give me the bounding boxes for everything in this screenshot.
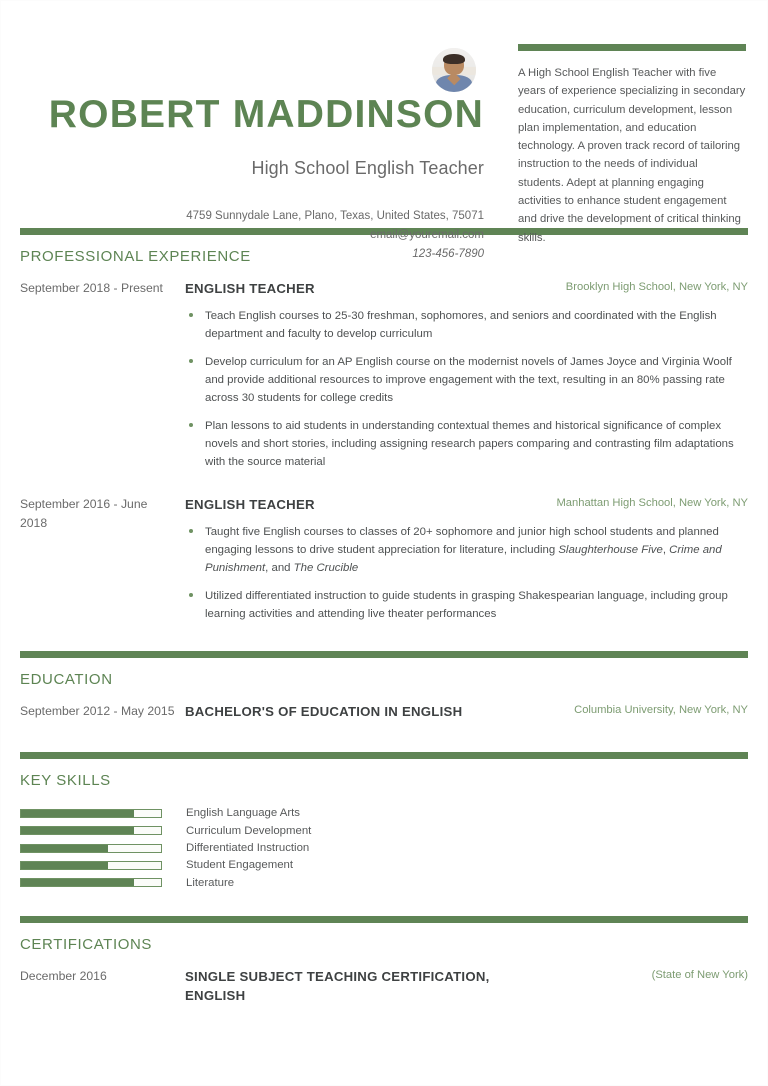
entry-certification-title: SINGLE SUBJECT TEACHING CERTIFICATION, ENGLISH: [185, 968, 490, 1004]
entry-issuer: (State of New York): [651, 968, 748, 981]
header-job-title: High School English Teacher: [251, 158, 484, 178]
avatar-hair: [443, 54, 464, 65]
section-title-education: EDUCATION: [20, 670, 113, 688]
contact-email[interactable]: email@youremail.com: [370, 228, 484, 241]
list-item: Taught five English courses to classes of 20+ sophomore and junior high school students and planned engaging lessons to drive student appreciation for literature, including Slaughterhouse Five, Crime and Punishment, and The Crucible: [185, 523, 748, 577]
entry-dates: September 2018 - Present: [20, 281, 163, 295]
header-identity-block: [20, 0, 490, 264]
avatar: [432, 48, 476, 92]
entry-header-row: [185, 967, 748, 1007]
skill-level-bar: [20, 861, 162, 870]
profile-photo-icon: [432, 48, 476, 92]
contact-block: [20, 179, 484, 264]
entry-body: [185, 702, 748, 722]
experience-entry: [20, 481, 748, 633]
entry-dates: September 2012 - May 2015: [20, 703, 175, 718]
section-divider-key-skills: [20, 752, 748, 759]
entry-role-title: ENGLISH TEACHER: [185, 496, 315, 512]
skill-level-fill: [21, 862, 108, 869]
skill-label: Curriculum Development: [186, 824, 312, 837]
entry-organization: Columbia University, New York, NY: [574, 703, 748, 716]
list-item: Utilized differentiated instruction to guide students in grasping Shakespearian language, including group learning activities and attending live theater performances: [185, 587, 748, 623]
summary-block: [518, 44, 746, 247]
section-title-experience: PROFESSIONAL EXPERIENCE: [20, 248, 251, 265]
section-divider-certifications: [20, 916, 748, 923]
section-title-certifications: CERTIFICATIONS: [20, 935, 153, 953]
skill-level-fill: [21, 879, 134, 886]
list-item: Plan lessons to aid students in understanding contextual themes and historical significance of complex novels and short stories, including assigning research papers comparing and contrasting film adaptations with the source material: [185, 417, 748, 471]
key-skills-list: [20, 805, 748, 892]
entry-body: [185, 279, 748, 481]
entry-role-title: ENGLISH TEACHER: [185, 281, 315, 296]
education-entry: [20, 688, 748, 722]
skill-level-bar: [20, 809, 162, 818]
entry-dates: September 2016 - June 2018: [20, 496, 148, 530]
entry-bullet-list: [185, 523, 748, 623]
skill-level-bar: [20, 826, 162, 835]
contact-phone[interactable]: 123-456-7890: [412, 247, 484, 260]
certification-entry: [20, 953, 748, 1007]
skill-level-bar: [20, 844, 162, 853]
skill-row: [20, 839, 748, 856]
skill-level-bar: [20, 878, 162, 887]
entry-dates: December 2016: [20, 968, 107, 983]
entry-bullet-list: [185, 307, 748, 471]
experience-entry: [20, 265, 748, 481]
entry-degree-title: BACHELOR'S OF EDUCATION IN ENGLISH: [185, 703, 463, 719]
section-divider-education: [20, 651, 748, 658]
page-title: ROBERT MADDINSON: [48, 93, 484, 136]
entry-organization: Manhattan High School, New York, NY: [556, 496, 748, 509]
entry-header-row: [185, 279, 748, 299]
skill-label: Literature: [186, 876, 235, 889]
profile-summary: A High School English Teacher with five years of experience specializing in secondary education, curriculum development, lesson plan implementation, and education technology. A proven track record of tailoring instruction to the needs of individual students. Adept at planning engaging activities to enhance student engagement and drive the development of critical thinking skills.: [518, 67, 746, 244]
spacer: [0, 722, 768, 752]
skill-level-fill: [21, 845, 108, 852]
list-item: Teach English courses to 25-30 freshman, sophomores, and seniors and coordinated with the English department and faculty to develop curriculum: [185, 307, 748, 343]
skill-label: Student Engagement: [186, 859, 294, 872]
entry-header-row: [185, 495, 748, 515]
entry-organization: Brooklyn High School, New York, NY: [565, 281, 748, 293]
contact-address: 4759 Sunnydale Lane, Plano, Texas, United States, 75071: [186, 210, 484, 222]
skill-row: [20, 874, 748, 891]
list-item: Develop curriculum for an AP English course on the modernist novels of James Joyce and Virginia Woolf and provide additional resources to improve engagement with the text, resulting in an 80% passing rate across 30 students for college credits: [185, 353, 748, 407]
skill-row: [20, 805, 748, 822]
entry-body: [185, 495, 748, 633]
skill-row: [20, 822, 748, 839]
spacer: [0, 892, 768, 916]
skill-level-fill: [21, 827, 134, 834]
skill-label: English Language Arts: [186, 807, 300, 820]
entry-body: [185, 967, 748, 1007]
skill-label: Differentiated Instruction: [186, 842, 310, 855]
skill-row: [20, 857, 748, 874]
skill-level-fill: [21, 810, 134, 817]
spacer: [0, 633, 768, 651]
entry-header-row: [185, 702, 748, 722]
section-title-key-skills: KEY SKILLS: [20, 771, 111, 789]
summary-accent-rule: [518, 44, 746, 51]
